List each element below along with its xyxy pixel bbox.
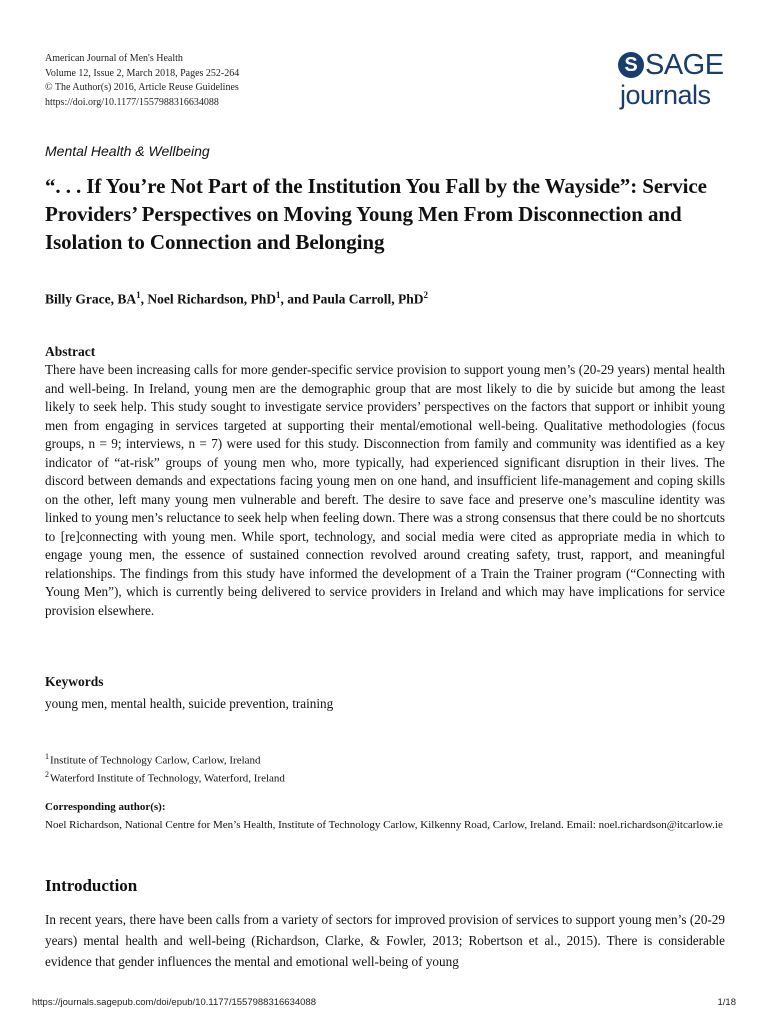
affiliation-text: Institute of Technology Carlow, Carlow, Ireland	[50, 754, 261, 767]
logo-brand: SAGE	[645, 49, 724, 81]
author-name: Noel Richardson, PhD	[147, 291, 277, 307]
print-url: https://journals.sagepub.com/doi/epub/10.1177/1557988316634088	[32, 997, 316, 1008]
sage-badge-icon: S	[618, 52, 644, 78]
article-title: “. . . If You’re Not Part of the Institution You Fall by the Wayside”: Service Providers’ Perspectives on Moving Young Men From Disconnection and Isolation to Connection and Belonging	[45, 174, 707, 254]
article-category: Mental Health & Wellbeing	[45, 143, 210, 159]
abstract-text: There have been increasing calls for more gender-specific service provision to support young men’s (20-29 years) mental health and well-being. In Ireland, young men are the demographic group that are most likely to die by suicide but among the least likely to seek help. This study sought to investigate service providers’ perspectives on the factors that support or inhibit young men from engaging in services targeted at supporting their mental/emotional well-being. Qualitative methodologies (focus groups, n = 9; interviews, n = 7) were used for this study. Disconnection from family and community was identified as a key indicator of “at-risk” groups of young men who, more typically, had experienced significant disruption in their lives. The discord between demands and expectations facing young men on one hand, and insufficient life-management and coping skills on the other, left many young men vulnerable and bereft. The desire to save face and preserve one’s masculine identity was linked to young men’s reluctance to seek help when feeling down. There was a strong consensus that there could be no shortcuts to [re]connecting with young men. While sport, technology, and social media were cited as appropriate media in which to engage young men, the essence of sustained connection revolved around creating safety, trust, rapport, and meaningful relationships. The findings from this study have informed the development of a Train the Trainer program (“Connecting with Young Men”), which is currently being delivered to service providers in Ireland and which may have implications for service provision elsewhere.	[45, 362, 725, 618]
journal-meta	[45, 52, 239, 110]
author-affiliation-mark: 1	[276, 290, 281, 300]
affiliation-number: 1	[45, 752, 49, 761]
author-affiliation-mark: 2	[423, 290, 429, 300]
author-name: Paula Carroll, PhD	[312, 291, 424, 307]
author-affiliation-mark: 1	[136, 290, 141, 300]
corresponding-text: Noel Richardson, National Centre for Men’s Health, Institute of Technology Carlow, Kilkenny Road, Carlow, Ireland. Email: noel.richardson@itcarlow.ie	[45, 819, 723, 831]
affiliation	[45, 750, 261, 768]
affiliation	[45, 768, 285, 786]
introduction-text: In recent years, there have been calls from a variety of sectors for improved provision of services to support young men’s (20-29 years) mental health and well-being (Richardson, Clarke, & Fowler, 2013; Robertson et al., 2015). There is considerable evidence that gender influences the mental and emotional well-being of young	[45, 912, 725, 969]
author-list	[45, 290, 428, 308]
abstract-heading: Abstract	[45, 344, 96, 359]
author-name: Billy Grace, BA	[45, 291, 137, 307]
sage-journals-logo	[614, 50, 726, 116]
keywords-text: young men, mental health, suicide prevention, training	[45, 696, 334, 711]
keywords-heading: Keywords	[45, 674, 104, 689]
corresponding-heading: Corresponding author(s):	[45, 801, 166, 813]
introduction-heading: Introduction	[45, 876, 138, 895]
author-separator: ,	[140, 291, 148, 307]
logo-sub: journals	[620, 80, 711, 110]
print-footer	[32, 997, 736, 1009]
page-counter: 1/18	[717, 997, 736, 1008]
journal-name: American Journal of Men's Health	[45, 53, 183, 64]
journal-volume: Volume 12, Issue 2, March 2018, Pages 252-264	[45, 67, 240, 79]
rights-statement: © The Author(s) 2016, Article Reuse Guidelines	[45, 82, 239, 93]
author-separator: , and	[280, 291, 313, 307]
affiliation-number: 2	[45, 770, 49, 779]
affiliation-text: Waterford Institute of Technology, Waterford, Ireland	[50, 772, 285, 785]
doi-link[interactable]: https://doi.org/10.1177/1557988316634088	[45, 96, 219, 108]
